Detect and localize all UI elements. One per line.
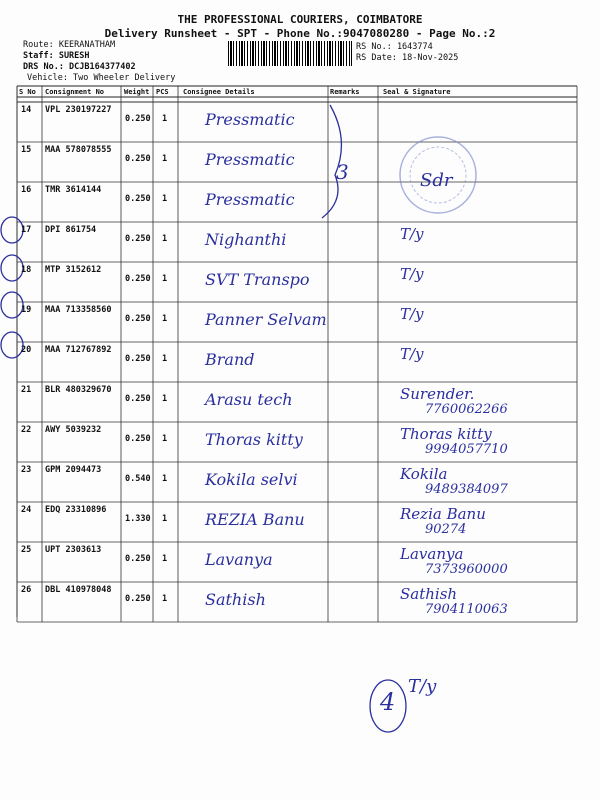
row-sno: 22 bbox=[21, 425, 32, 435]
row-pcs: 1 bbox=[162, 594, 168, 604]
row-signature: Sathish bbox=[400, 585, 458, 603]
circle-mark-17 bbox=[1, 217, 23, 243]
row-consignment: DBL 410978048 bbox=[45, 585, 112, 595]
rs-number: RS No.: 1643774 bbox=[356, 42, 433, 52]
row-phone: 90274 bbox=[425, 522, 467, 537]
row-consignment: MTP 3152612 bbox=[45, 265, 102, 275]
row-consignment: MAA 713358560 bbox=[45, 305, 112, 315]
row-pcs: 1 bbox=[162, 274, 168, 284]
row-weight: 0.250 bbox=[125, 594, 151, 604]
row-signature: Lavanya bbox=[400, 545, 464, 563]
col-pcs: PCS bbox=[156, 88, 169, 96]
row-signature: Kokila bbox=[400, 465, 448, 483]
row-consignment: EDQ 23310896 bbox=[45, 505, 107, 515]
row-weight: 0.250 bbox=[125, 314, 151, 324]
row-weight: 0.250 bbox=[125, 434, 151, 444]
row-weight: 0.250 bbox=[125, 234, 151, 244]
row-pcs: 1 bbox=[162, 354, 168, 364]
row-sno: 24 bbox=[21, 505, 32, 515]
row-sno: 18 bbox=[21, 265, 32, 275]
row-sno: 16 bbox=[21, 185, 32, 195]
row-signature: T/y bbox=[400, 225, 424, 243]
col-weight: Weight bbox=[124, 88, 150, 96]
row-pcs: 1 bbox=[162, 514, 168, 524]
row-weight: 0.250 bbox=[125, 194, 151, 204]
row-consignment: BLR 480329670 bbox=[45, 385, 112, 395]
row-phone: 7904110063 bbox=[425, 602, 508, 617]
col-consignment: Consignment No bbox=[45, 88, 105, 96]
row-pcs: 1 bbox=[162, 314, 168, 324]
row-consignment: VPL 230197227 bbox=[45, 105, 112, 115]
route-label: Route: KEERANATHAM bbox=[23, 40, 116, 50]
row-consignee: REZIA Banu bbox=[205, 510, 305, 529]
row-pcs: 1 bbox=[162, 554, 168, 564]
row-consignee: Sathish bbox=[205, 590, 266, 609]
vehicle-label: Vehicle: Two Wheeler Delivery bbox=[27, 73, 176, 83]
row-weight: 0.540 bbox=[125, 474, 151, 484]
runsheet-subtitle: Delivery Runsheet - SPT - Phone No.:9047080280 - Page No.:2 bbox=[104, 27, 496, 40]
row-consignee: Kokila selvi bbox=[205, 470, 298, 489]
row-signature: T/y bbox=[400, 305, 424, 323]
row-sno: 25 bbox=[21, 545, 32, 555]
row-consignee: Pressmatic bbox=[205, 190, 295, 209]
row-weight: 0.250 bbox=[125, 554, 151, 564]
row-consignee: Lavanya bbox=[205, 550, 273, 569]
row-pcs: 1 bbox=[162, 114, 168, 124]
row-consignment: TMR 3614144 bbox=[45, 185, 102, 195]
row-weight: 0.250 bbox=[125, 354, 151, 364]
circle-mark-19 bbox=[1, 292, 23, 318]
row-pcs: 1 bbox=[162, 394, 168, 404]
row-phone: 9489384097 bbox=[425, 482, 508, 497]
row-weight: 0.250 bbox=[125, 114, 151, 124]
row-sno: 19 bbox=[21, 305, 32, 315]
row-signature: T/y bbox=[400, 265, 424, 283]
col-seal: Seal & Signature bbox=[383, 88, 451, 96]
row-sno: 15 bbox=[21, 145, 32, 155]
col-consignee: Consignee Details bbox=[183, 88, 255, 96]
row-consignment: MAA 578078555 bbox=[45, 145, 112, 155]
row-consignee: Thoras kitty bbox=[205, 430, 303, 449]
row-sno: 17 bbox=[21, 225, 32, 235]
row-pcs: 1 bbox=[162, 154, 168, 164]
remarks-note: 3 bbox=[336, 160, 349, 184]
row-consignment: AWY 5039232 bbox=[45, 425, 102, 435]
col-remarks: Remarks bbox=[330, 88, 360, 96]
row-sno: 14 bbox=[21, 105, 32, 115]
drs-number: DRS No.: DCJB164377402 bbox=[23, 62, 136, 72]
row-consignee: Brand bbox=[205, 350, 255, 369]
company-title: THE PROFESSIONAL COURIERS, COIMBATORE bbox=[177, 13, 423, 26]
footer-note: 4 bbox=[380, 688, 396, 716]
row-sno: 26 bbox=[21, 585, 32, 595]
stamp-mark: Sdr bbox=[420, 170, 453, 191]
row-weight: 0.250 bbox=[125, 394, 151, 404]
row-consignment: MAA 712767892 bbox=[45, 345, 112, 355]
row-weight: 0.250 bbox=[125, 154, 151, 164]
row-consignment: DPI 861754 bbox=[45, 225, 97, 235]
row-consignment: GPM 2094473 bbox=[45, 465, 102, 475]
circle-mark-18 bbox=[1, 255, 23, 281]
row-signature: T/y bbox=[400, 345, 424, 363]
row-phone: 9994057710 bbox=[425, 442, 508, 457]
row-sno: 23 bbox=[21, 465, 32, 475]
row-weight: 0.250 bbox=[125, 274, 151, 284]
row-signature: Thoras kitty bbox=[400, 425, 492, 443]
row-consignee: Panner Selvam bbox=[205, 310, 327, 329]
row-consignment: UPT 2303613 bbox=[45, 545, 102, 555]
row-pcs: 1 bbox=[162, 474, 168, 484]
row-signature: Surender. bbox=[400, 385, 475, 403]
row-pcs: 1 bbox=[162, 234, 168, 244]
rs-date: RS Date: 18-Nov-2025 bbox=[356, 53, 459, 63]
row-pcs: 1 bbox=[162, 434, 168, 444]
row-consignee: Nighanthi bbox=[205, 230, 287, 249]
col-sno: S No bbox=[19, 88, 36, 96]
row-phone: 7760062266 bbox=[425, 402, 508, 417]
row-pcs: 1 bbox=[162, 194, 168, 204]
row-phone: 7373960000 bbox=[425, 562, 508, 577]
staff-label: Staff: SURESH bbox=[23, 51, 90, 61]
circle-mark-20 bbox=[1, 332, 23, 358]
row-weight: 1.330 bbox=[125, 514, 151, 524]
row-consignee: SVT Transpo bbox=[205, 270, 310, 289]
row-consignee: Pressmatic bbox=[205, 110, 295, 129]
row-consignee: Arasu tech bbox=[205, 390, 293, 409]
row-signature: Rezia Banu bbox=[400, 505, 486, 523]
row-consignee: Pressmatic bbox=[205, 150, 295, 169]
footer-mark: T/y bbox=[408, 676, 437, 697]
row-sno: 20 bbox=[21, 345, 32, 355]
row-sno: 21 bbox=[21, 385, 32, 395]
